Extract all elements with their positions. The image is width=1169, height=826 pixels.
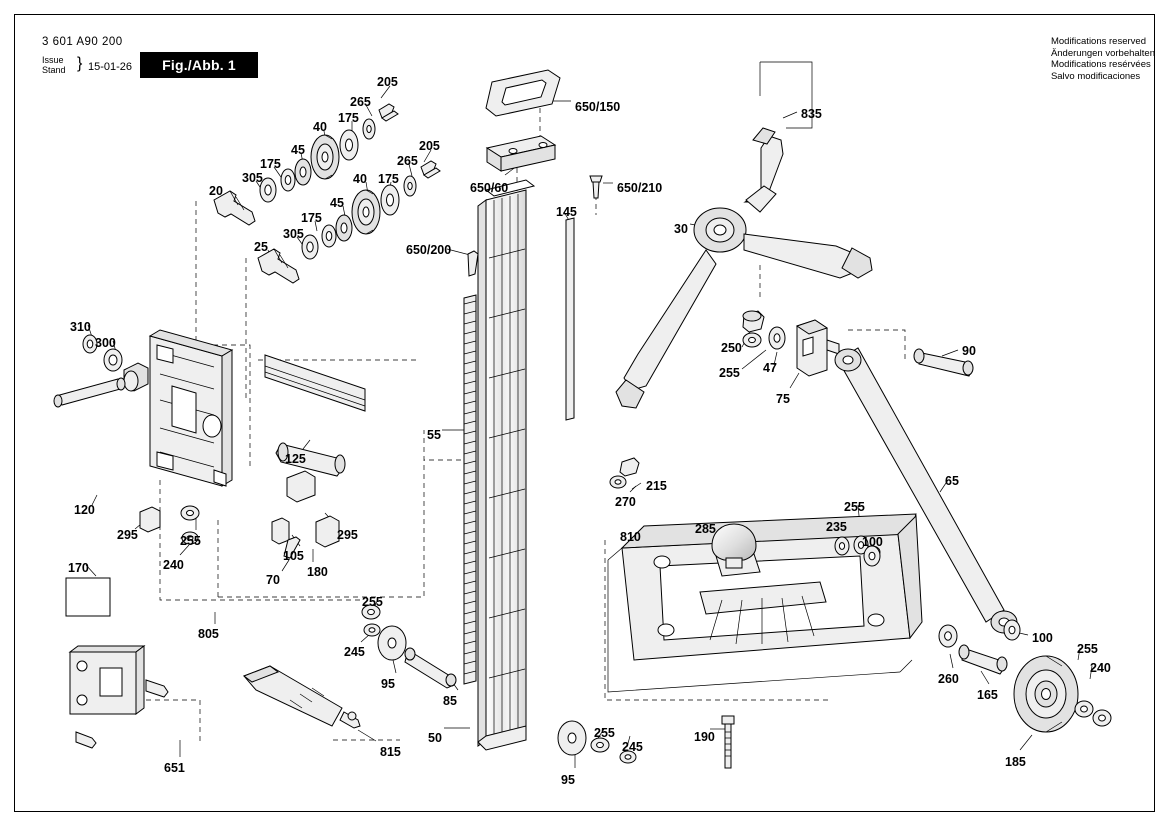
callout-45b: 45 [330,196,344,210]
part-215-cap [620,458,639,476]
part-255-right-small [743,333,761,347]
callout-40a: 40 [313,120,327,134]
part-300-bush [124,363,148,391]
callout-305a: 305 [242,171,263,185]
part-70-block [287,471,315,502]
part-165-axle [959,645,1007,674]
callout-205a: 205 [377,75,398,89]
part-175-washer-upper [281,169,295,191]
part-265-washer-lower [404,176,416,196]
issue-date: 15-01-26 [88,61,133,73]
part-295-right [316,516,339,547]
part-185-wheel [1014,656,1078,732]
callout-95a: 95 [381,677,395,691]
part-255-bottom [591,738,609,752]
part-145-strip [566,218,574,420]
callout-255f: 255 [1077,642,1098,656]
part-260-washer [939,625,957,647]
callout-255c: 255 [362,595,383,609]
callout-300: 300 [95,336,116,350]
part-175-washer-upper-2 [340,130,358,160]
callout-50: 50 [428,731,442,745]
part-235-washer [835,537,849,555]
callout-175d: 175 [301,211,322,225]
issue-label: Issue [42,55,64,65]
callout-650-150: 650/150 [575,100,621,114]
callout-240a: 240 [163,558,184,572]
part-240-far-right [1093,710,1111,726]
callout-835: 835 [801,107,822,121]
callout-75: 75 [776,392,790,406]
brace-glyph: } [77,55,83,72]
callout-260: 260 [938,672,959,686]
part-175-washer-lower-2 [381,185,399,215]
callout-205b: 205 [419,139,440,153]
callout-95b: 95 [561,773,575,787]
part-105-spacer [272,518,289,544]
part-45-bearing-upper [295,159,311,185]
callout-255b: 255 [719,366,740,380]
callout-180: 180 [307,565,328,579]
callout-651: 651 [164,761,185,775]
part-815-tool [244,666,360,728]
part-75-clamp [797,320,839,376]
note-fr: Modifications resérvées [1050,59,1151,70]
part-295-left [140,507,160,532]
part-255-left [181,506,199,520]
part-175-washer-lower [322,225,336,247]
callout-805: 805 [198,627,219,641]
callout-25: 25 [254,240,268,254]
part-245-left [364,624,380,636]
part-300-washer [104,349,122,371]
callout-295a: 295 [117,528,138,542]
part-205-screw-upper [379,104,398,121]
callout-175a: 175 [338,111,359,125]
part-50-column [478,180,534,750]
part-120-rod [54,378,125,407]
callout-250: 250 [721,341,742,355]
part-95-disc-left [378,626,406,660]
callout-105: 105 [283,549,304,563]
part-95-disc-bottom [558,721,586,755]
part-835-handle-upper [745,128,783,212]
part-650-200-pin [468,251,478,276]
callout-120: 120 [74,503,95,517]
callout-85: 85 [443,694,457,708]
callout-255e: 255 [844,500,865,514]
callout-100a: 100 [862,535,883,549]
note-en: Modifications reserved [1050,36,1146,47]
part-255-far-right [1075,701,1093,717]
callout-310: 310 [70,320,91,334]
callout-650-210: 650/210 [617,181,663,195]
part-835-handle-right [744,234,872,278]
callout-305b: 305 [283,227,304,241]
callout-90: 90 [962,344,976,358]
callout-650-60: 650/60 [470,181,509,195]
callout-125: 125 [285,452,306,466]
callout-170: 170 [68,561,89,575]
part-650-150-handle [486,70,560,116]
part-265-washer-upper [363,119,375,139]
part-170-plate [66,578,110,616]
callout-295b: 295 [337,528,358,542]
callout-270: 270 [615,495,636,509]
callout-30: 30 [674,222,688,236]
callout-185: 185 [1005,755,1026,769]
callout-255a: 255 [180,534,201,548]
callout-165: 165 [977,688,998,702]
part-190-bolt [722,716,734,768]
callout-810: 810 [620,530,641,544]
callout-815: 815 [380,745,401,759]
stand-label: Stand [42,64,66,75]
note-es: Salvo modificaciones [1050,70,1141,82]
part-47-washer [769,327,785,349]
callout-65: 65 [945,474,959,488]
part-250-cap [743,311,764,332]
callout-47: 47 [763,361,777,375]
callout-265b: 265 [397,154,418,168]
callout-650-200: 650/200 [406,243,452,257]
callout-255d: 255 [594,726,615,740]
callout-240b: 240 [1090,661,1111,675]
part-55-rack [464,295,476,684]
callout-40b: 40 [353,172,367,186]
part-25-bolt [258,249,299,283]
part-805-carriage [150,330,232,486]
callout-215: 215 [646,479,667,493]
part-45-bearing-lower [336,215,352,241]
callout-235: 235 [826,520,847,534]
part-270-washer [610,476,626,488]
callout-20: 20 [209,184,223,198]
part-100-base-right [864,546,880,566]
note-de: Änderungen vorbehalten [1050,47,1155,59]
callout-45a: 45 [291,143,305,157]
part-205-screw-lower [421,161,440,178]
part-85-rod [405,648,456,688]
part-305-washer-lower [302,235,318,259]
part-40-wheel-upper [311,135,339,179]
part-835-handle-lower-left [616,250,716,408]
callout-70: 70 [266,573,280,587]
part-650-210-screw [590,176,602,198]
callout-190: 190 [694,730,715,744]
callout-285: 285 [695,522,716,536]
callout-175c: 175 [378,172,399,186]
figure-label: Fig./Abb. 1 [140,52,258,78]
callout-245b: 245 [622,740,643,754]
callout-145: 145 [556,205,577,219]
callout-55: 55 [427,428,441,442]
part-651-plate [70,646,168,748]
callout-245a: 245 [344,645,365,659]
part-40-wheel-lower [352,190,380,234]
part-guide-rail-right [265,355,365,411]
part-30-hub [694,208,746,252]
callout-265a: 265 [350,95,371,109]
callout-175b: 175 [260,157,281,171]
part-100-right [1004,620,1020,640]
callout-100b: 100 [1032,631,1053,645]
part-650-60-plate [487,136,555,171]
part-number: 3 601 A90 200 [42,36,123,48]
